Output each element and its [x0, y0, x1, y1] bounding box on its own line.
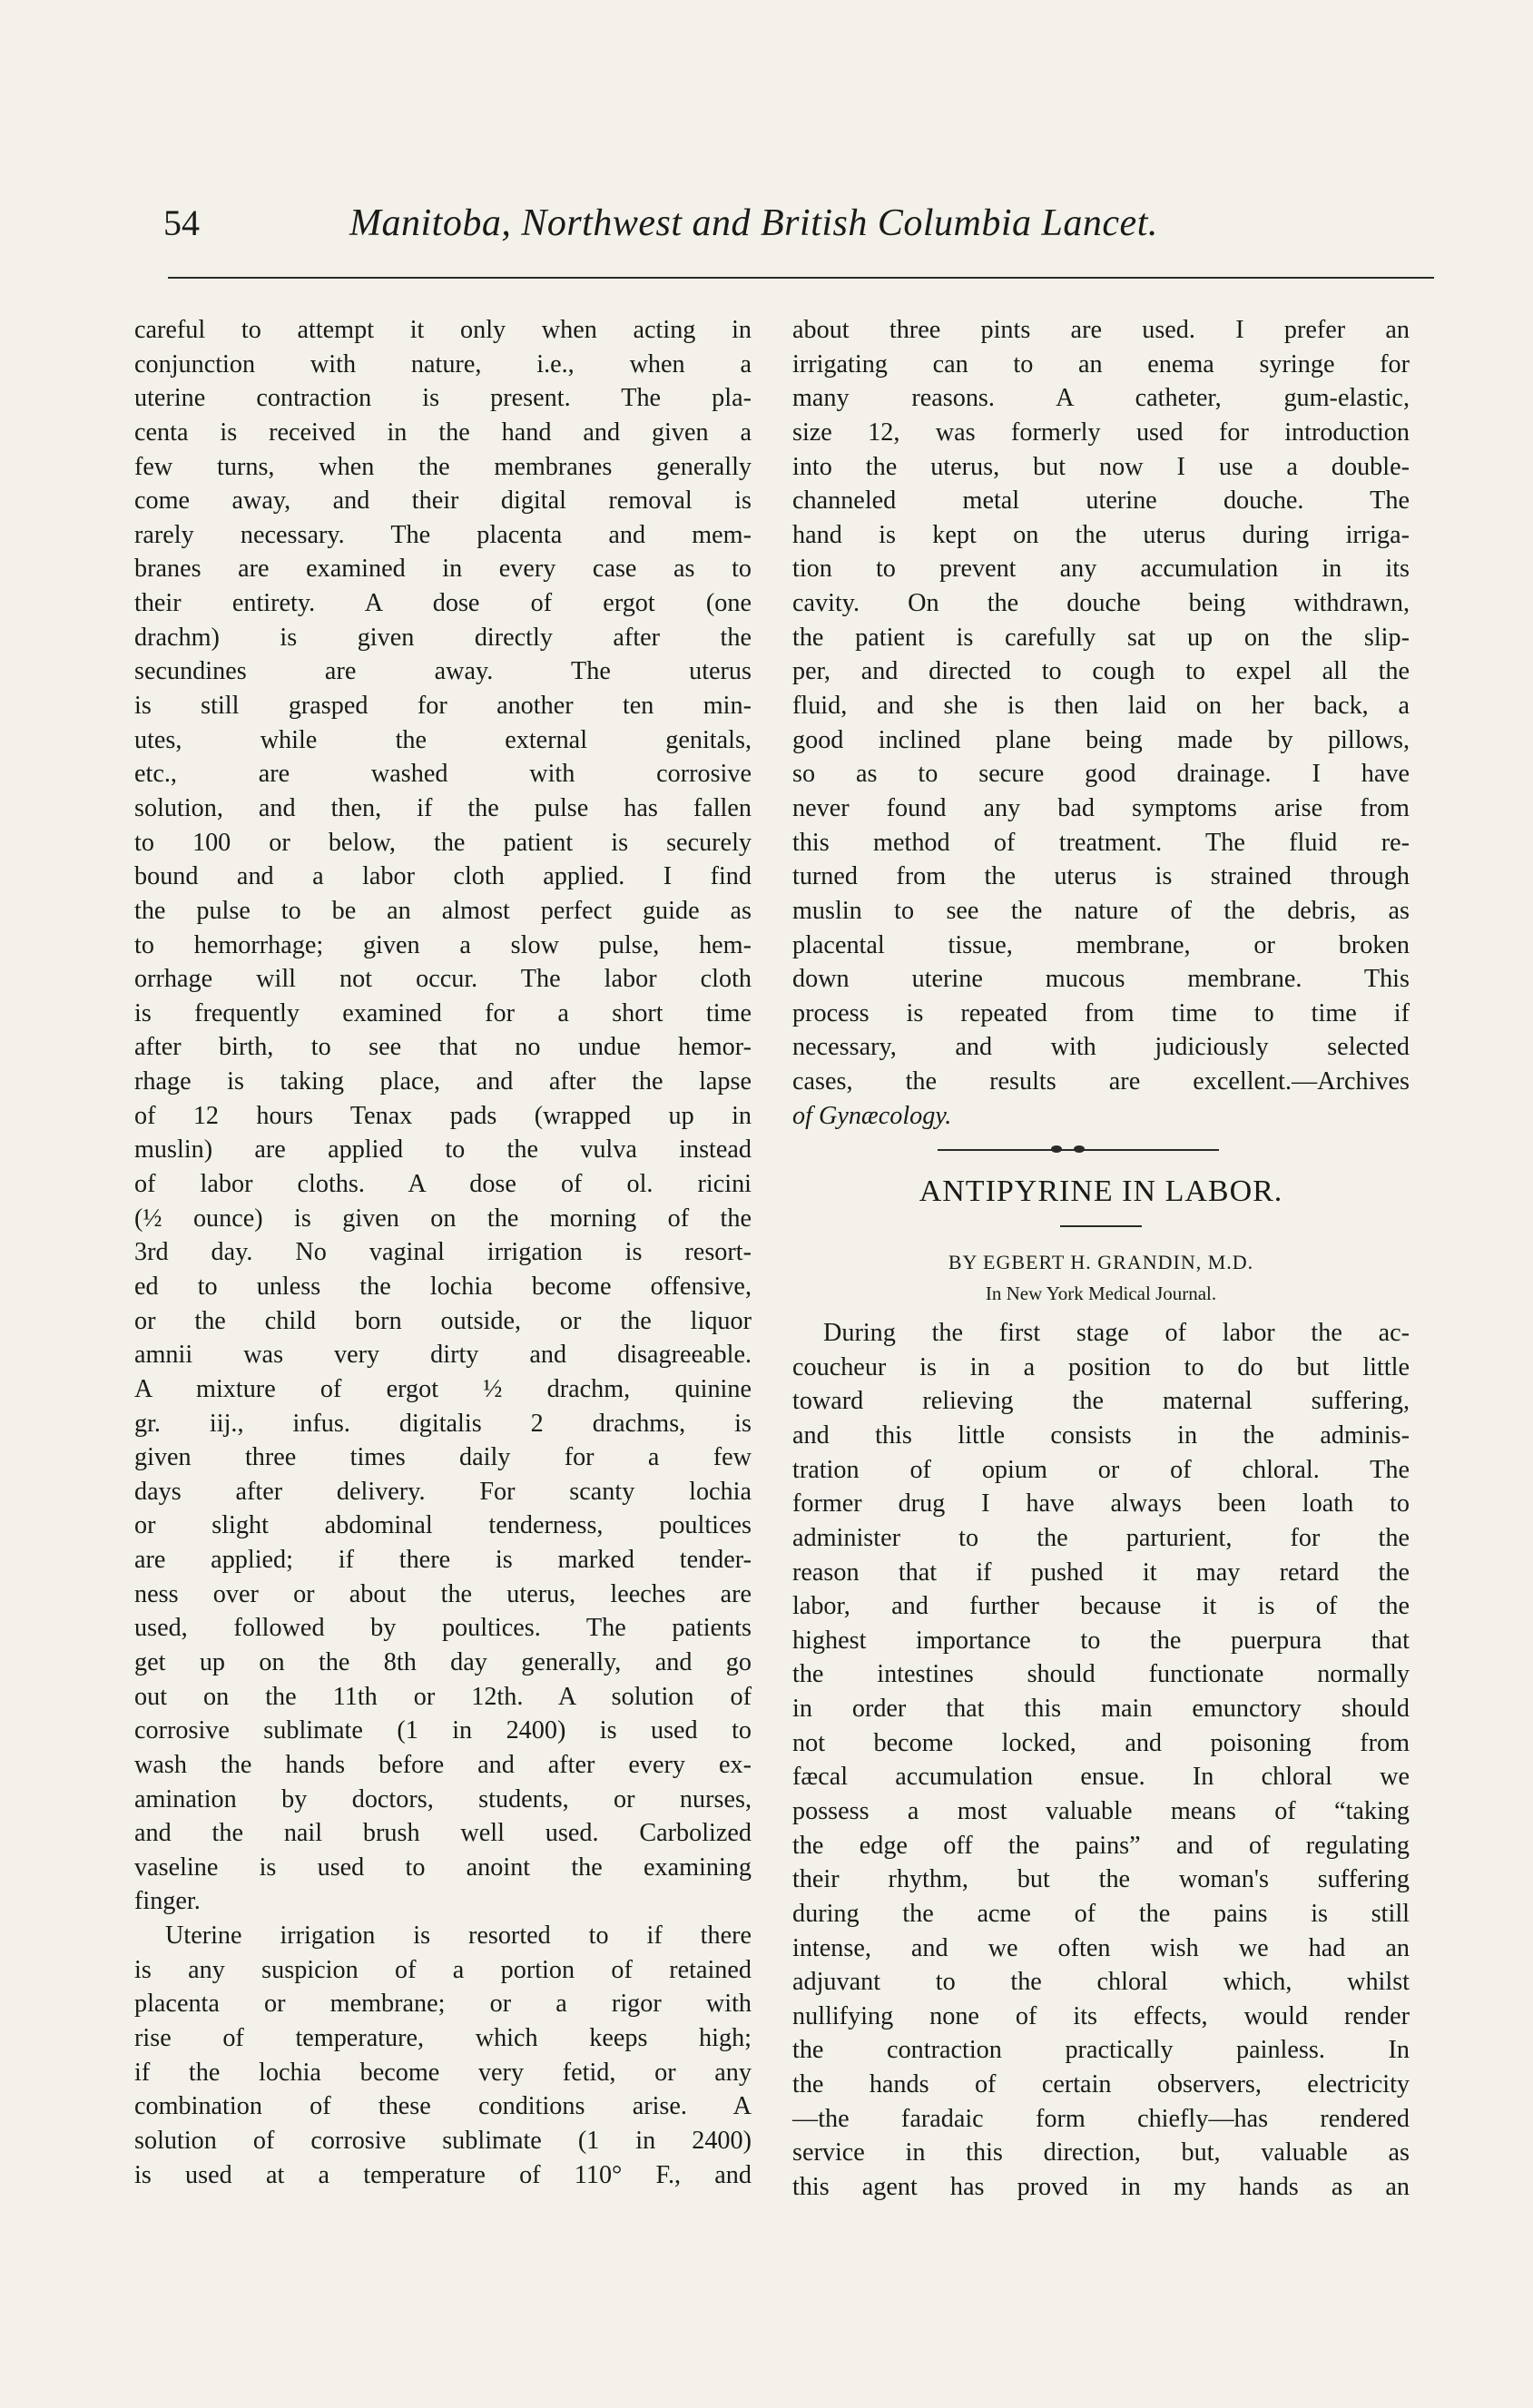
text-line: reason that if pushed it may retard the: [792, 1558, 1410, 1587]
text-line: orrhage will not occur. The labor cloth: [134, 965, 752, 994]
text-line: vaseline is used to anoint the examining: [134, 1853, 752, 1882]
text-line: service in this direction, but, valuable as: [792, 2138, 1410, 2167]
text-line: etc., are washed with corrosive: [134, 760, 752, 789]
text-line: many reasons. A catheter, gum-elastic,: [792, 384, 1410, 413]
text-line: never found any bad symptoms arise from: [792, 793, 1410, 822]
text-line: out on the 11th or 12th. A solution of: [134, 1682, 752, 1711]
text-line: get up on the 8th day generally, and go: [134, 1647, 752, 1676]
text-line: uterine contraction is present. The pla-: [134, 384, 752, 413]
text-line: cases, the results are excellent.—Archives: [792, 1067, 1410, 1096]
left-column: [134, 313, 752, 2192]
title-rule: [1060, 1225, 1142, 1227]
text-line: process is repeated from time to time if: [792, 998, 1410, 1027]
text-line: coucheur is in a position to do but little: [792, 1352, 1410, 1381]
divider-ornament: [1051, 1145, 1062, 1153]
text-line: the intestines should functionate normally: [792, 1660, 1410, 1689]
text-line: solution of corrosive sublimate (1 in 2400): [134, 2126, 752, 2155]
text-line: of 12 hours Tenax pads (wrapped up in: [134, 1101, 752, 1130]
text-line: so as to secure good drainage. I have: [792, 760, 1410, 789]
text-line: intense, and we often wish we had an: [792, 1933, 1410, 1962]
text-line: is used at a temperature of 110° F., and: [134, 2160, 752, 2189]
text-line: are applied; if there is marked tender-: [134, 1546, 752, 1575]
text-line: their rhythm, but the woman's suffering: [792, 1865, 1410, 1894]
text-line: and this little consists in the adminis-: [792, 1420, 1410, 1450]
text-line: centa is received in the hand and given a: [134, 418, 752, 447]
text-line: bound and a labor cloth applied. I find: [134, 862, 752, 891]
text-line: gr. iij., infus. digitalis 2 drachms, is: [134, 1409, 752, 1438]
text-line: the pulse to be an almost perfect guide as: [134, 896, 752, 925]
text-line: about three pints are used. I prefer an: [792, 316, 1410, 344]
text-line: used, followed by poultices. The patients: [134, 1614, 752, 1643]
text-line: is still grasped for another ten min-: [134, 692, 752, 721]
article-title: ANTIPYRINE IN LABOR.: [919, 1175, 1283, 1209]
text-line: (½ ounce) is given on the morning of the: [134, 1204, 752, 1233]
text-line: this method of treatment. The fluid re-: [792, 828, 1410, 857]
running-head: [163, 201, 1434, 265]
text-line: placental tissue, membrane, or broken: [792, 930, 1410, 959]
text-line: corrosive sublimate (1 in 2400) is used to: [134, 1716, 752, 1745]
text-line: of labor cloths. A dose of ol. ricini: [134, 1170, 752, 1199]
text-line: per, and directed to cough to expel all the: [792, 657, 1410, 686]
text-line: not become locked, and poisoning from: [792, 1728, 1410, 1757]
text-line: given three times daily for a few: [134, 1443, 752, 1472]
text-line: highest importance to the puerpura that: [792, 1626, 1410, 1655]
text-line: muslin to see the nature of the debris, as: [792, 896, 1410, 925]
text-line: fluid, and she is then laid on her back, a: [792, 692, 1410, 721]
text-line: good inclined plane being made by pillows,: [792, 725, 1410, 754]
text-line: labor, and further because it is of the: [792, 1592, 1410, 1621]
text-line: tration of opium or of chloral. The: [792, 1455, 1410, 1484]
text-line: ed to unless the lochia become offensive,: [134, 1272, 752, 1301]
text-line: or slight abdominal tenderness, poultices: [134, 1511, 752, 1540]
text-line: to 100 or below, the patient is securely: [134, 828, 752, 857]
text-line: secundines are away. The uterus: [134, 657, 752, 686]
text-line: tion to prevent any accumulation in its: [792, 555, 1410, 584]
text-line: combination of these conditions arise. A: [134, 2092, 752, 2121]
text-line: fæcal accumulation ensue. In chloral we: [792, 1763, 1410, 1792]
text-line: muslin) are applied to the vulva instead: [134, 1135, 752, 1165]
text-line: solution, and then, if the pulse has fallen: [134, 793, 752, 822]
text-line: size 12, was formerly used for introduction: [792, 418, 1410, 447]
text-line: administer to the parturient, for the: [792, 1523, 1410, 1552]
text-line: few turns, when the membranes generally: [134, 452, 752, 481]
divider-ornament: [1074, 1145, 1085, 1153]
header-rule: [168, 277, 1434, 279]
text-line: ness over or about the uterus, leeches are: [134, 1579, 752, 1608]
text-line: the patient is carefully sat up on the slip-: [792, 623, 1410, 652]
text-line: is frequently examined for a short time: [134, 998, 752, 1027]
text-line: amnii was very dirty and disagreeable.: [134, 1341, 752, 1370]
text-line: conjunction with nature, i.e., when a: [134, 349, 752, 378]
text-line: come away, and their digital removal is: [134, 487, 752, 516]
text-line: the contraction practically painless. In: [792, 2036, 1410, 2065]
text-line: branes are examined in every case as to: [134, 555, 752, 584]
section-divider: [938, 1142, 1219, 1158]
text-line: in order that this main emunctory should: [792, 1695, 1410, 1724]
text-line: —the faradaic form chiefly—has rendered: [792, 2104, 1410, 2133]
right-column: [792, 313, 1410, 2205]
text-line: turned from the uterus is strained through: [792, 862, 1410, 891]
text-line: channeled metal uterine douche. The: [792, 487, 1410, 516]
text-line: irrigating can to an enema syringe for: [792, 349, 1410, 378]
text-line: is any suspicion of a portion of retained: [134, 1955, 752, 1984]
text-line: 3rd day. No vaginal irrigation is resort-: [134, 1238, 752, 1267]
page-number: 54: [163, 202, 200, 243]
text-line: rhage is taking place, and after the lapse: [134, 1067, 752, 1096]
text-line: if the lochia become very fetid, or any: [134, 2058, 752, 2087]
text-line: their entirety. A dose of ergot (one: [134, 589, 752, 618]
text-line: nullifying none of its effects, would render: [792, 2001, 1410, 2030]
text-line: days after delivery. For scanty lochia: [134, 1477, 752, 1506]
text-line: adjuvant to the chloral which, whilst: [792, 1968, 1410, 1997]
text-line: wash the hands before and after every ex-: [134, 1750, 752, 1779]
text-line: finger.: [134, 1887, 201, 1916]
text-line: hand is kept on the uterus during irriga-: [792, 520, 1410, 549]
text-line: after birth, to see that no undue hemor-: [134, 1033, 752, 1062]
article-source: In New York Medical Journal.: [985, 1283, 1217, 1305]
text-line: rise of temperature, which keeps high;: [134, 2024, 752, 2053]
text-line: drachm) is given directly after the: [134, 623, 752, 652]
text-line: careful to attempt it only when acting in: [134, 316, 752, 344]
text-line: former drug I have always been loath to: [792, 1489, 1410, 1519]
text-line: rarely necessary. The placenta and mem-: [134, 520, 752, 549]
text-line: Uterine irrigation is resorted to if there: [165, 1921, 752, 1951]
text-line: of Gynæcology.: [792, 1101, 952, 1130]
article-byline: BY EGBERT H. GRANDIN, M.D.: [948, 1251, 1254, 1274]
text-line: the edge off the pains” and of regulating: [792, 1831, 1410, 1860]
text-line: into the uterus, but now I use a double-: [792, 452, 1410, 481]
text-line: to hemorrhage; given a slow pulse, hem-: [134, 930, 752, 959]
text-line: during the acme of the pains is still: [792, 1899, 1410, 1928]
text-line: toward relieving the maternal suffering,: [792, 1387, 1410, 1416]
text-line: During the first stage of labor the ac-: [823, 1319, 1410, 1348]
journal-title: Manitoba, Northwest and British Columbia Lancet.: [349, 202, 1158, 244]
text-line: this agent has proved in my hands as an: [792, 2173, 1410, 2202]
text-line: or the child born outside, or the liquor: [134, 1306, 752, 1335]
text-line: placenta or membrane; or a rigor with: [134, 1990, 752, 2019]
text-line: possess a most valuable means of “taking: [792, 1797, 1410, 1825]
text-line: utes, while the external genitals,: [134, 725, 752, 754]
text-line: necessary, and with judiciously selected: [792, 1033, 1410, 1062]
text-line: cavity. On the douche being withdrawn,: [792, 589, 1410, 618]
text-line: the hands of certain observers, electricity: [792, 2070, 1410, 2099]
text-line: down uterine mucous membrane. This: [792, 965, 1410, 994]
text-line: A mixture of ergot ½ drachm, quinine: [134, 1374, 752, 1403]
text-line: amination by doctors, students, or nurses,: [134, 1784, 752, 1813]
text-line: and the nail brush well used. Carbolized: [134, 1819, 752, 1848]
